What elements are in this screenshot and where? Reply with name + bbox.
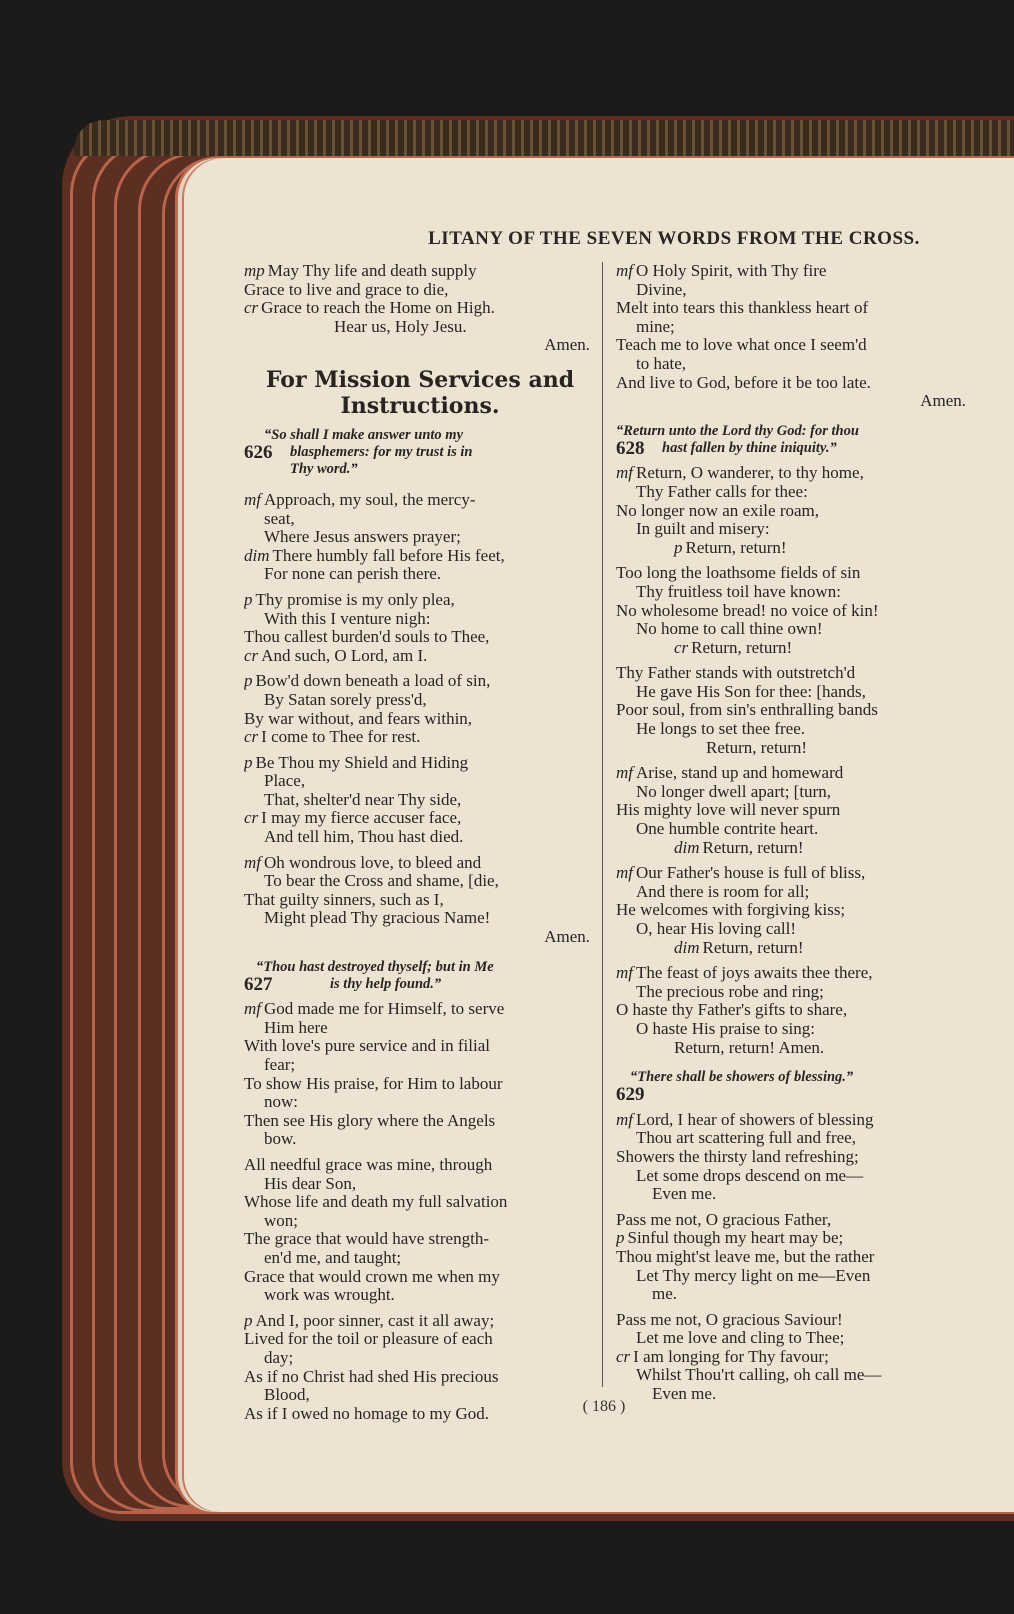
verse-line: That guilty sinners, such as I, xyxy=(244,890,444,909)
verse-line: Poor soul, from sin's enthralling bands xyxy=(616,701,878,720)
verse-line: The precious robe and ring; xyxy=(636,982,824,1001)
epigraph-line: “Thou hast destroyed thyself; but in Me xyxy=(256,958,494,975)
verse-line: now: xyxy=(264,1093,298,1112)
verse-line: For none can perish there. xyxy=(264,565,442,584)
dynamic-mark: mf xyxy=(244,853,261,872)
verse-line: Grace to live and grace to die, xyxy=(244,280,449,299)
verse-line: The feast of joys awaits thee there, xyxy=(636,964,873,983)
verse-line: Return, return! xyxy=(706,738,808,757)
dynamic-mark: dim xyxy=(244,546,270,565)
dynamic-mark: p xyxy=(244,1311,253,1330)
verse-line: Approach, my soul, the mercy- xyxy=(264,490,476,509)
verse-line: work was wrought. xyxy=(264,1286,395,1305)
verse-line: Whose life and death my full salvation xyxy=(244,1193,508,1212)
verse-line: He gave His Son for thee: [hands, xyxy=(636,682,866,701)
verse-line: And tell him, Thou hast died. xyxy=(264,828,464,847)
dynamic-mark: p xyxy=(244,590,253,609)
verse-line: Thou callest burden'd souls to Thee, xyxy=(244,628,490,647)
verse-line: Return, O wanderer, to thy home, xyxy=(636,464,864,483)
verse-line: Showers the thirsty land refreshing; xyxy=(616,1147,859,1166)
verse-line: By war without, and fears within, xyxy=(244,709,473,728)
section-heading xyxy=(244,367,596,419)
verse-line: Thy fruitless toil have known: xyxy=(636,582,841,601)
verse-line: Pass me not, O gracious Father, xyxy=(616,1210,832,1229)
page-number: ( 186 ) xyxy=(582,1398,626,1415)
verse-line: God made me for Himself, to serve xyxy=(264,1000,505,1019)
dynamic-mark: mf xyxy=(616,262,633,280)
verse-line: His dear Son, xyxy=(264,1174,357,1193)
section-heading-line: Instructions. xyxy=(340,392,500,419)
dynamic-mark: mf xyxy=(244,490,261,509)
dynamic-mark: mp xyxy=(244,262,265,280)
verse-line: en'd me, and taught; xyxy=(264,1248,402,1267)
epigraph-line: blasphemers: for my trust is in xyxy=(290,443,473,460)
epigraph-line: is thy help found.” xyxy=(330,975,442,992)
verse-line: Even me. xyxy=(652,1385,717,1404)
verse-line: Whilst Thou'rt calling, oh call me— xyxy=(636,1366,882,1385)
verse-line: One humble contrite heart. xyxy=(636,820,819,839)
verse-line: All needful grace was mine, through xyxy=(244,1155,493,1174)
verse-line: Bow'd down beneath a load of sin, xyxy=(255,672,491,691)
amen: Amen. xyxy=(920,392,966,411)
verse-line: I am longing for Thy favour; xyxy=(633,1347,829,1366)
verse-line: That, shelter'd near Thy side, xyxy=(264,790,462,809)
verse-line: O Holy Spirit, with Thy fire xyxy=(636,262,827,280)
hymn-629-epigraph xyxy=(616,1069,972,1105)
verse-line: Let me love and cling to Thee; xyxy=(636,1329,845,1348)
verse-line: May Thy life and death supply xyxy=(267,262,477,280)
verse-line: Return, return! xyxy=(685,538,787,557)
dynamic-mark: cr xyxy=(244,646,259,665)
verse-line: And there is room for all; xyxy=(636,882,810,901)
verse-line: And such, O Lord, am I. xyxy=(261,646,428,665)
verse-line: There humbly fall before His feet, xyxy=(272,546,505,565)
verse-line: To show His praise, for Him to labour xyxy=(244,1074,503,1093)
verse-line: Divine, xyxy=(636,280,687,299)
verse-line: fear; xyxy=(264,1056,296,1074)
verse-line: Return, return! Amen. xyxy=(674,1038,825,1057)
dynamic-mark: cr xyxy=(616,1347,631,1366)
verse-line: Teach me to love what once I seem'd xyxy=(616,336,867,355)
verse-line: Our Father's house is full of bliss, xyxy=(636,864,866,883)
dynamic-mark: dim xyxy=(674,838,700,857)
verse-line: day; xyxy=(264,1348,294,1367)
verse-line: As if I owed no homage to my God. xyxy=(244,1404,490,1423)
verse-line: He longs to set thee free. xyxy=(636,720,805,739)
hymn-626-epigraph xyxy=(244,427,596,478)
verse-line: And I, poor sinner, cast it all away; xyxy=(255,1311,495,1330)
column-divider xyxy=(602,262,603,1387)
section-heading-line: For Mission Services and xyxy=(265,366,575,393)
amen: Amen. xyxy=(544,336,590,355)
verse-line: me. xyxy=(652,1285,678,1304)
hymn-number: 628 xyxy=(616,437,645,459)
verse-line: Pass me not, O gracious Saviour! xyxy=(616,1310,843,1329)
book-page xyxy=(184,158,1014,1512)
verse-line: Lord, I hear of showers of blessing xyxy=(636,1110,874,1129)
hymn-number: 629 xyxy=(616,1084,645,1106)
verse-line: His mighty love will never spurn xyxy=(616,801,841,820)
dynamic-mark: mf xyxy=(616,464,633,483)
dynamic-mark: dim xyxy=(674,938,700,957)
hymn-627-epigraph xyxy=(244,959,596,995)
verse-line: Grace that would crown me when my xyxy=(244,1267,500,1286)
dynamic-mark: mf xyxy=(616,864,633,883)
verse-line: No home to call thine own! xyxy=(636,620,823,639)
verse-line: Let Thy mercy light on me—Even xyxy=(636,1266,871,1285)
verse-line: Might plead Thy gracious Name! xyxy=(264,909,491,928)
dynamic-mark: mf xyxy=(616,964,633,983)
verse-line: O haste thy Father's gifts to share, xyxy=(616,1001,848,1020)
verse-line: No wholesome bread! no voice of kin! xyxy=(616,601,879,620)
verse-line: mine; xyxy=(636,317,675,336)
right-column xyxy=(616,262,972,1404)
epigraph-line: “Return unto the Lord thy God: for thou xyxy=(616,422,859,439)
verse-line: Lived for the toil or pleasure of each xyxy=(244,1330,493,1349)
dynamic-mark: mf xyxy=(616,1110,633,1129)
verse-line: With this I venture nigh: xyxy=(264,609,431,628)
dynamic-mark: cr xyxy=(244,809,259,828)
dynamic-mark: cr xyxy=(674,638,689,657)
dynamic-mark: cr xyxy=(244,299,259,318)
verse-line: The grace that would have strength- xyxy=(244,1230,489,1249)
verse-line: Blood, xyxy=(264,1386,310,1405)
verse-line: Return, return! xyxy=(702,938,804,957)
verse-line: No longer now an exile roam, xyxy=(616,501,819,520)
verse-line: And live to God, before it be too late. xyxy=(616,373,871,392)
dynamic-mark: p xyxy=(244,672,253,691)
epigraph-line: hast fallen by thine iniquity.” xyxy=(662,439,837,456)
verse-line: Thy Father calls for thee: xyxy=(636,482,808,501)
verse-line: Arise, stand up and homeward xyxy=(636,764,844,783)
verse-line: Then see His glory where the Angels xyxy=(244,1111,496,1130)
hymn-628-epigraph xyxy=(616,423,972,459)
verse-line: Thy Father stands with outstretch'd xyxy=(616,664,856,683)
verse-line: Return, return! xyxy=(702,838,804,857)
verse-line: He welcomes with forgiving kiss; xyxy=(616,901,846,920)
verse-line: Let some drops descend on me— xyxy=(636,1166,864,1185)
dynamic-mark: p xyxy=(616,1229,625,1248)
verse-line: I may my fierce accuser face, xyxy=(261,809,462,828)
verse-line: No longer dwell apart; [turn, xyxy=(636,782,831,801)
verse-line: By Satan sorely press'd, xyxy=(264,690,427,709)
epigraph-line: “There shall be showers of blessing.” xyxy=(630,1069,854,1086)
verse-line: In guilt and misery: xyxy=(636,520,770,539)
hymn-number: 626 xyxy=(244,441,273,463)
verse-line: Sinful though my heart may be; xyxy=(627,1229,844,1248)
gilt-head-edge xyxy=(74,120,1014,156)
verse-line: O, hear His loving call! xyxy=(636,920,797,938)
amen: Amen. xyxy=(544,928,590,947)
verse-line: To bear the Cross and shame, [die, xyxy=(264,872,499,891)
verse-line: Return, return! xyxy=(691,638,793,657)
verse-line: bow. xyxy=(264,1130,297,1149)
dynamic-mark: cr xyxy=(244,728,259,747)
verse-line: Thy promise is my only plea, xyxy=(255,590,455,609)
verse-line: Thou might'st leave me, but the rather xyxy=(616,1247,875,1266)
verse-line: Where Jesus answers prayer; xyxy=(264,528,461,547)
verse-line: With love's pure service and in filial xyxy=(244,1037,490,1056)
page-title: LITANY OF THE SEVEN WORDS FROM THE CROSS. xyxy=(428,228,920,249)
verse-line: Be Thou my Shield and Hiding xyxy=(255,753,469,772)
dynamic-mark: p xyxy=(244,753,253,772)
verse-line: Grace to reach the Home on High. xyxy=(261,299,495,318)
verse-line: seat, xyxy=(264,509,295,528)
epigraph-line: “So shall I make answer unto my xyxy=(264,426,464,443)
verse-line: Him here xyxy=(264,1018,328,1037)
verse-line: Thou art scattering full and free, xyxy=(636,1129,856,1148)
verse-line: Place, xyxy=(264,772,306,791)
verse-line: I come to Thee for rest. xyxy=(261,728,421,747)
dynamic-mark: mf xyxy=(616,764,633,783)
verse-line: won; xyxy=(264,1211,298,1230)
verse-line: Hear us, Holy Jesu. xyxy=(334,317,467,336)
dynamic-mark: p xyxy=(674,538,683,557)
verse-line: O haste His praise to sing: xyxy=(636,1019,815,1038)
verse-line: Oh wondrous love, to bleed and xyxy=(264,853,482,872)
verse-line: Melt into tears this thankless heart of xyxy=(616,299,869,318)
verse-line: As if no Christ had shed His precious xyxy=(244,1367,499,1386)
dynamic-mark: mf xyxy=(244,1000,261,1019)
epigraph-line: Thy word.” xyxy=(290,460,358,477)
left-column xyxy=(244,262,596,1423)
hymn-number: 627 xyxy=(244,973,273,995)
verse-line: Even me. xyxy=(652,1185,717,1204)
verse-line: Too long the loathsome fields of sin xyxy=(616,564,861,583)
verse-line: to hate, xyxy=(636,354,687,373)
